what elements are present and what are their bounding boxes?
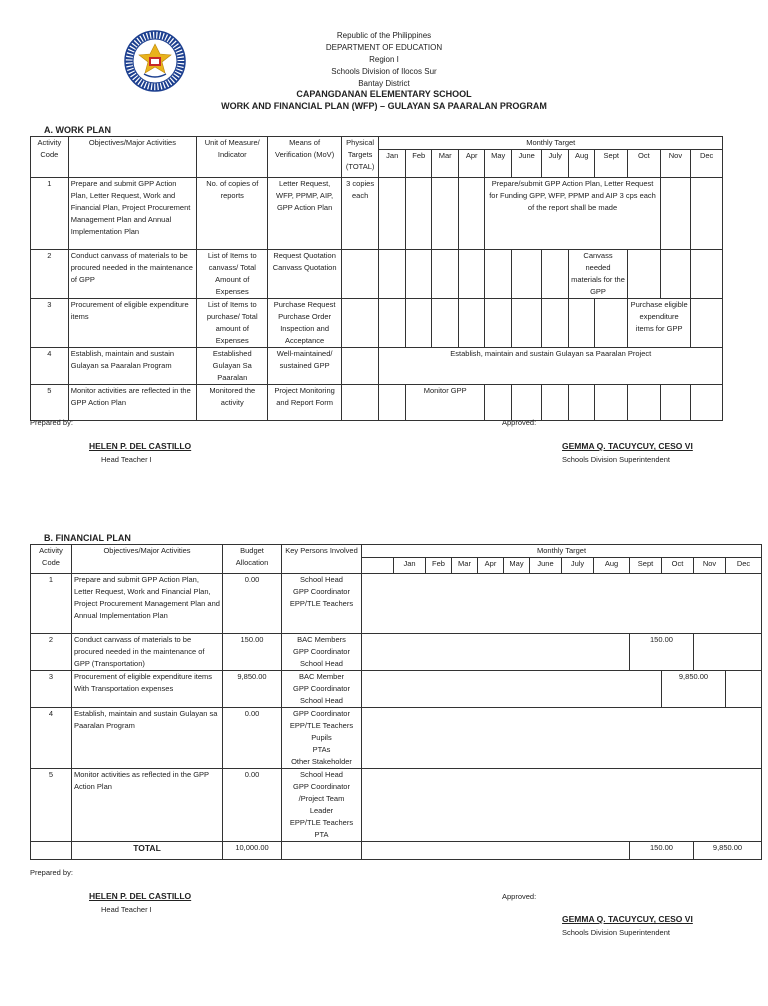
wp-code: 1: [31, 178, 69, 250]
wp-objective: Conduct canvass of materials to be procured needed in the maintenance of GPP: [68, 250, 196, 299]
wp-unit: Monitored the activity: [197, 385, 268, 421]
plan-title: WORK AND FINANCIAL PLAN (WFP) – GULAYAN SA PAARALAN PROGRAM: [221, 101, 547, 111]
fp-code: 3: [31, 671, 72, 708]
fp-approver-title: Schools Division Superintendent: [562, 928, 670, 937]
fp-persons: BAC Member GPP Coordinator School Head: [282, 671, 362, 708]
fp-code: 4: [31, 708, 72, 769]
table-row: [31, 348, 723, 385]
fp-persons: School Head GPP Coordinator /Project Team Leader EPP/TLE Teachers PTA: [282, 769, 362, 842]
header-region: Region I: [369, 55, 399, 64]
fp-header-monthly: Monthly Target: [362, 545, 762, 558]
wp-header-code: Activity Code: [31, 137, 69, 178]
fp-objective: Monitor activities as reflected in the GPP Action Plan: [72, 769, 223, 842]
fp-budget: 0.00: [223, 769, 282, 842]
wp-objective: Procurement of eligible expenditure items: [68, 299, 196, 348]
fp-header-budget: Budget Allocation: [223, 545, 282, 574]
wp-code: 2: [31, 250, 69, 299]
table-row: [31, 574, 762, 634]
fp-code: 1: [31, 574, 72, 634]
wp-target: [341, 385, 379, 421]
wp-header-means: Means of Verification (MoV): [268, 137, 341, 178]
fp-month: May: [504, 558, 530, 574]
wp-objective: Monitor activities are reflected in the GPP Action Plan: [68, 385, 196, 421]
total-oct-nov: 9,850.00: [694, 842, 762, 860]
wp-monthly-note: Canvass needed materials for the GPP: [568, 250, 627, 299]
wp-month: Sept: [595, 150, 628, 178]
header-republic: Republic of the Philippines: [336, 31, 432, 40]
wp-means: Request Quotation Canvass Quotation: [268, 250, 341, 299]
fp-budget: 0.00: [223, 574, 282, 634]
wp-month: Apr: [458, 150, 484, 178]
fp-month: July: [562, 558, 594, 574]
wp-objective: Prepare and submit GPP Action Plan, Letter Request, Work and Financial Plan, Project Procurement Management Plan and Annual Implementation Plan: [68, 178, 196, 250]
table-row: [31, 708, 762, 769]
wp-header-objectives: Objectives/Major Activities: [68, 137, 196, 178]
approver-title: Schools Division Superintendent: [562, 455, 670, 464]
header-district: Bantay District: [358, 79, 410, 88]
fp-budget: 0.00: [223, 708, 282, 769]
fp-header-objectives: Objectives/Major Activities: [72, 545, 223, 574]
wp-header-monthly: Monthly Target: [379, 137, 723, 150]
wp-target: [341, 348, 379, 385]
total-label: TOTAL: [72, 842, 223, 860]
table-row: [31, 634, 762, 671]
fp-oct-nov-value: 9,850.00: [662, 671, 726, 708]
fp-month: Oct: [662, 558, 694, 574]
fp-objective: Conduct canvass of materials to be procured needed in the maintenance of GPP (Transportation): [72, 634, 223, 671]
total-row: [31, 842, 762, 860]
preparer-name: HELEN P. DEL CASTILLO: [89, 441, 192, 451]
table-row: [31, 671, 762, 708]
fp-persons: BAC Members GPP Coordinator School Head: [282, 634, 362, 671]
wp-month: May: [485, 150, 511, 178]
wp-target: [341, 299, 379, 348]
wp-month: July: [542, 150, 568, 178]
fp-month: Sept: [630, 558, 662, 574]
wp-unit: List of Items to purchase/ Total amount of Expenses: [197, 299, 268, 348]
wp-monthly-note: Purchase eligible expenditure items for GPP: [628, 299, 691, 348]
table-row: [31, 178, 723, 250]
financial-plan-title: B. FINANCIAL PLAN: [44, 533, 131, 543]
fp-month: Nov: [694, 558, 726, 574]
wp-month: June: [511, 150, 542, 178]
wp-month: Jan: [379, 150, 405, 178]
wp-month: Feb: [405, 150, 431, 178]
wp-target: [341, 250, 379, 299]
fp-header-persons: Key Persons Involved: [282, 545, 362, 574]
fp-preparer-title: Head Teacher I: [101, 905, 152, 914]
fp-month: Mar: [452, 558, 478, 574]
fp-header-code: Activity Code: [31, 545, 72, 574]
total-budget: 10,000.00: [223, 842, 282, 860]
fp-month: Apr: [478, 558, 504, 574]
approved-label: Approved:: [502, 418, 537, 427]
wp-monthly-note: Monitor GPP: [405, 385, 484, 421]
fp-objective: Procurement of eligible expenditure items With Transportation expenses: [72, 671, 223, 708]
work-plan-title: A. WORK PLAN: [44, 125, 111, 135]
wp-means: Well-maintained/ sustained GPP: [268, 348, 341, 385]
fp-persons: GPP Coordinator EPP/TLE Teachers Pupils PTAs Other Stakeholder: [282, 708, 362, 769]
header-division: Schools Division of Ilocos Sur: [331, 67, 437, 76]
fp-month: Aug: [594, 558, 630, 574]
wp-header-physical: Physical Targets (TOTAL): [341, 137, 379, 178]
fp-preparer-name: HELEN P. DEL CASTILLO: [89, 891, 192, 901]
fp-budget: 150.00: [223, 634, 282, 671]
table-row: [31, 385, 723, 421]
school-name: CAPANGDANAN ELEMENTARY SCHOOL: [296, 89, 472, 99]
prepared-by-label: Prepared by:: [30, 418, 73, 427]
wp-code: 3: [31, 299, 69, 348]
wp-header-unit: Unit of Measure/ Indicator: [197, 137, 268, 178]
table-row: [31, 299, 723, 348]
wp-unit: No. of copies of reports: [197, 178, 268, 250]
wp-month: Nov: [660, 150, 691, 178]
wp-monthly-note: Prepare/submit GPP Action Plan, Letter Request for Funding GPP, WFP, PPMP and AIP 3 cps each of the report shall be made: [485, 178, 660, 250]
header-department: DEPARTMENT OF EDUCATION: [325, 43, 443, 52]
fp-prepared-by-label: Prepared by:: [30, 868, 73, 877]
wp-means: Project Monitoring and Report Form: [268, 385, 341, 421]
wp-means: Purchase Request Purchase Order Inspection and Acceptance: [268, 299, 341, 348]
preparer-title: Head Teacher I: [101, 455, 152, 464]
wp-month: Aug: [568, 150, 594, 178]
approver-name: GEMMA Q. TACUYCUY, CESO VI: [562, 441, 693, 451]
fp-month: Feb: [426, 558, 452, 574]
financial-plan-table: [30, 544, 762, 860]
fp-approved-label: Approved:: [502, 892, 537, 901]
fp-month: Jan: [394, 558, 426, 574]
fp-code: 5: [31, 769, 72, 842]
fp-month: Dec: [726, 558, 762, 574]
wp-means: Letter Request, WFP, PPMP, AIP, GPP Action Plan: [268, 178, 341, 250]
table-row: [31, 250, 723, 299]
wp-code: 4: [31, 348, 69, 385]
fp-budget: 9,850.00: [223, 671, 282, 708]
wp-unit: List of Items to canvass/ Total Amount of Expenses: [197, 250, 268, 299]
fp-approver-name: GEMMA Q. TACUYCUY, CESO VI: [562, 914, 693, 924]
wp-month: Oct: [628, 150, 661, 178]
work-plan-table: [30, 136, 723, 421]
fp-objective: Prepare and submit GPP Action Plan, Letter Request, Work and Financial Plan, Project Procurement Management Plan and Annual Implementation Plan: [72, 574, 223, 634]
wp-monthly-note: Establish, maintain and sustain Gulayan sa Paaralan Project: [379, 348, 723, 385]
total-sept: 150.00: [630, 842, 694, 860]
wp-unit: Established Gulayan Sa Paaralan: [197, 348, 268, 385]
fp-sept-value: 150.00: [630, 634, 694, 671]
fp-objective: Establish, maintain and sustain Gulayan sa Paaralan Program: [72, 708, 223, 769]
wp-month: Mar: [432, 150, 458, 178]
table-row: [31, 769, 762, 842]
wp-objective: Establish, maintain and sustain Gulayan sa Paaralan Program: [68, 348, 196, 385]
wp-target: 3 copies each: [341, 178, 379, 250]
wp-code: 5: [31, 385, 69, 421]
fp-persons: School Head GPP Coordinator EPP/TLE Teachers: [282, 574, 362, 634]
fp-month: June: [530, 558, 562, 574]
fp-code: 2: [31, 634, 72, 671]
wp-month: Dec: [691, 150, 723, 178]
